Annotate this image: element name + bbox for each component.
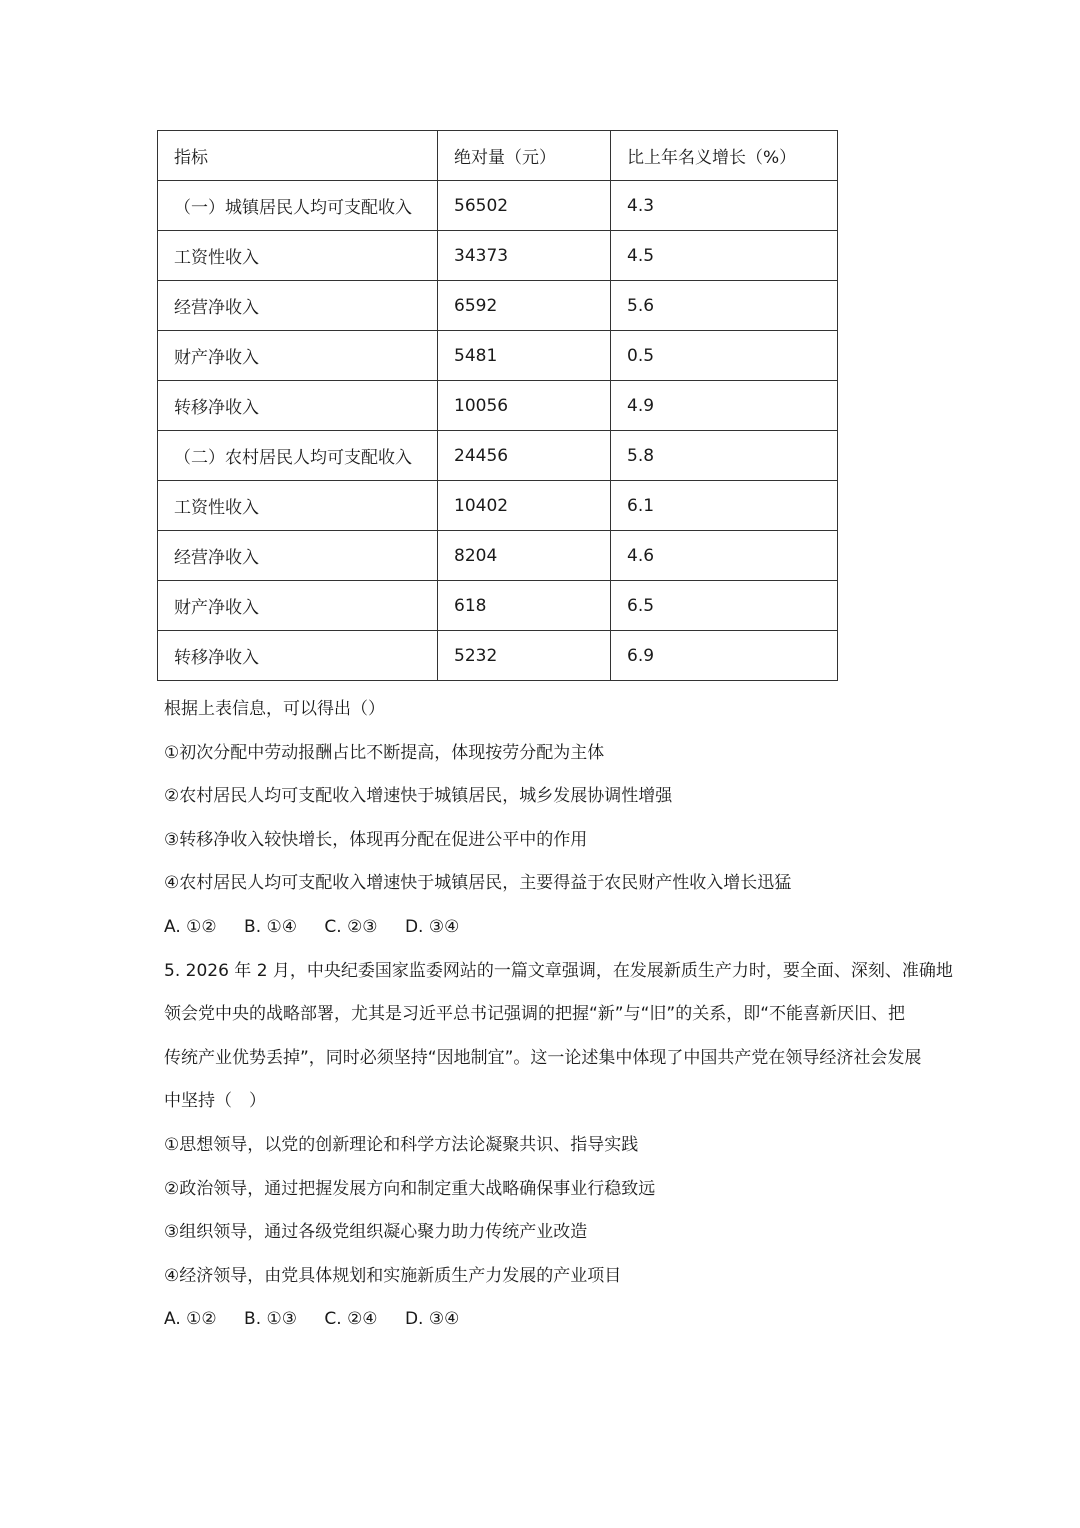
cell-indicator: 转移净收入 [158,381,438,431]
question-text [164,688,953,1342]
q4-option-b: B. ①④ [244,916,297,937]
q5-stem-line-2: 领会党中央的战略部署，尤其是习近平总书记强调的把握“新”与“旧”的关系，即“不能喜新厌旧、把 [164,1004,906,1025]
cell-growth: 6.5 [611,581,838,631]
q5-statement-4: ④经济领导，由党具体规划和实施新质生产力发展的产业项目 [164,1265,622,1286]
table-row [158,481,838,531]
cell-absolute: 6592 [438,281,611,331]
q4-option-d: D. ③④ [404,916,460,937]
cell-indicator: 工资性收入 [158,481,438,531]
q5-options [164,1298,924,1342]
q4-statement-4: ④农村居民人均可支配收入增速快于城镇居民，主要得益于农民财产性收入增长迅猛 [164,873,792,894]
cell-indicator: 财产净收入 [158,581,438,631]
cell-growth: 0.5 [611,331,838,381]
cell-absolute: 618 [438,581,611,631]
header-indicator: 指标 [158,131,438,181]
q5-statement-1: ①思想领导，以党的创新理论和科学方法论凝聚共识、指导实践 [164,1134,639,1155]
table-row [158,631,838,681]
cell-absolute: 24456 [438,431,611,481]
cell-growth: 6.9 [611,631,838,681]
cell-growth: 4.3 [611,181,838,231]
table-row [158,381,838,431]
cell-absolute: 56502 [438,181,611,231]
cell-indicator: 工资性收入 [158,231,438,281]
cell-growth: 4.6 [611,531,838,581]
cell-absolute: 5232 [438,631,611,681]
cell-absolute: 8204 [438,531,611,581]
cell-absolute: 34373 [438,231,611,281]
table-header-row [158,131,838,181]
cell-absolute: 10056 [438,381,611,431]
q4-options [164,906,924,950]
q5-stem-line-1: 5. 2026 年 2 月，中央纪委国家监委网站的一篇文章强调，在发展新质生产力时，要全面、深刻、准确地 [164,960,953,981]
table-row [158,281,838,331]
q5-statement-2: ②政治领导，通过把握发展方向和制定重大战略确保事业行稳致远 [164,1178,656,1199]
cell-growth: 5.6 [611,281,838,331]
cell-indicator: 经营净收入 [158,531,438,581]
q5-option-c: C. ②④ [324,1309,378,1330]
table-row [158,581,838,631]
cell-absolute: 10402 [438,481,611,531]
q5-stem-line-4: 中坚持（ ） [164,1091,266,1112]
income-table [157,130,838,681]
q4-option-a: A. ①② [164,916,217,937]
table-row [158,431,838,481]
q4-statement-2: ②农村居民人均可支配收入增速快于城镇居民，城乡发展协调性增强 [164,786,673,807]
q5-option-a: A. ①② [164,1309,217,1330]
cell-indicator: （二）农村居民人均可支配收入 [158,431,438,481]
q4-stem: 根据上表信息，可以得出（） [164,699,385,719]
header-absolute: 绝对量（元） [438,131,611,181]
q5-option-d: D. ③④ [404,1309,460,1330]
q5-statement-3: ③组织领导，通过各级党组织凝心聚力助力传统产业改造 [164,1222,588,1243]
cell-indicator: 财产净收入 [158,331,438,381]
cell-indicator: （一）城镇居民人均可支配收入 [158,181,438,231]
cell-growth: 4.9 [611,381,838,431]
table-row [158,331,838,381]
cell-absolute: 5481 [438,331,611,381]
table-row [158,531,838,581]
q5-option-b: B. ①③ [244,1309,297,1330]
table-row [158,231,838,281]
cell-indicator: 转移净收入 [158,631,438,681]
q5-stem-line-3: 传统产业优势丢掉”，同时必须坚持“因地制宜”。这一论述集中体现了中国共产党在领导经济社会发展 [164,1047,922,1068]
q4-statement-1: ①初次分配中劳动报酬占比不断提高，体现按劳分配为主体 [164,742,605,763]
q4-statement-3: ③转移净收入较快增长，体现再分配在促进公平中的作用 [164,829,588,850]
header-growth: 比上年名义增长（%） [611,131,838,181]
cell-growth: 4.5 [611,231,838,281]
q4-option-c: C. ②③ [324,916,378,937]
table-row [158,181,838,231]
cell-indicator: 经营净收入 [158,281,438,331]
cell-growth: 5.8 [611,431,838,481]
cell-growth: 6.1 [611,481,838,531]
